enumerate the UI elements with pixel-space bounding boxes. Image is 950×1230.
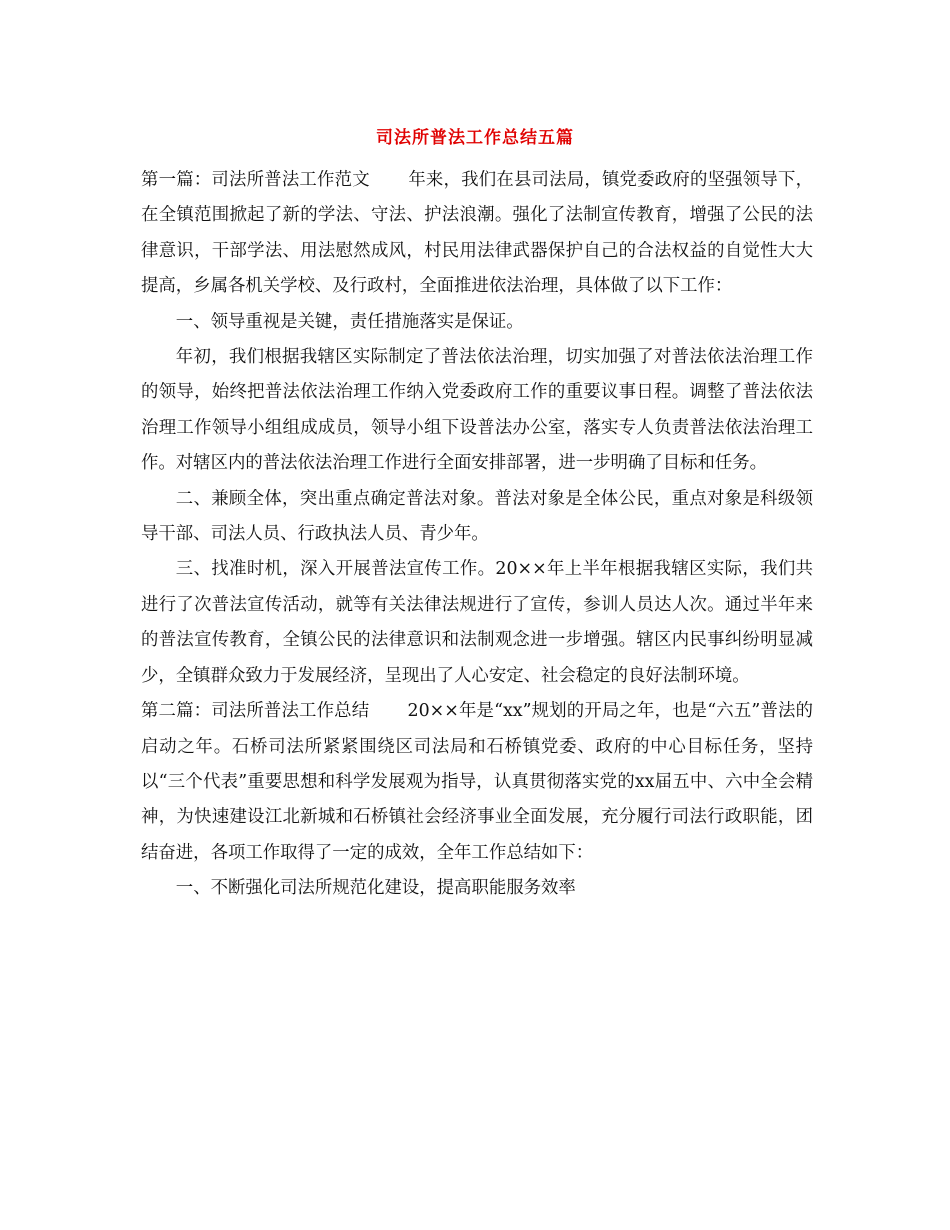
paragraph-4: 二、兼顾全体，突出重点确定普法对象。普法对象是全体公民，重点对象是科级领导干部、司法人员、行政执法人员、青少年。 [141, 488, 813, 545]
paragraph-6-text: 20××年是“xx”规划的开局之年，也是“六五”普法的启动之年。石桥司法所紧紧围绕区司法局和石桥镇党委、政府的中心目标任务，坚持以“三个代表”重要思想和科学发展观为指导，认真贯彻落实党的xx届五中、六中全会精神，为快速建设江北新城和石桥镇社会经济事业全面发展，充分履行司法行政职能，团结奋进，各项工作取得了一定的成效，全年工作总结如下： [141, 701, 813, 863]
paragraph-6 [141, 694, 813, 871]
paragraph-6-heading: 第二篇：司法所普法工作总结 [141, 701, 370, 722]
paragraph-1-heading: 第一篇：司法所普法工作范文 [141, 170, 370, 190]
document-title: 司法所普法工作总结五篇 [376, 128, 574, 148]
paragraph-2: 一、领导重视是关键，责任措施落实是保证。 [175, 311, 524, 332]
paragraph-5: 三、找准时机，深入开展普法宣传工作。20××年上半年根据我辖区实际，我们共进行了次普法宣传活动，就等有关法律法规进行了宣传，参训人员达人次。通过半年来的普法宣传教育，全镇公民的法律意识和法制观念进一步增强。辖区内民事纠纷明显减少，全镇群众致力于发展经济，呈现出了人心安定、社会稳定的良好法制环境。 [141, 559, 813, 686]
paragraph-1 [141, 163, 813, 305]
document-body [141, 163, 813, 907]
paragraph-3: 年初，我们根据我辖区实际制定了普法依法治理，切实加强了对普法依法治理工作的领导，始终把普法依法治理工作纳入党委政府工作的重要议事日程。调整了普法依法治理工作领导小组组成成员，领导小组下设普法办公室，落实专人负责普法依法治理工作。对辖区内的普法依法治理工作进行全面安排部署，进一步明确了目标和任务。 [141, 347, 813, 474]
paragraph-7: 一、不断强化司法所规范化建设，提高职能服务效率 [175, 878, 576, 899]
paragraph-1-text: 年来，我们在县司法局，镇党委政府的坚强领导下，在全镇范围掀起了新的学法、守法、护法浪潮。强化了法制宣传教育，增强了公民的法律意识，干部学法、用法慰然成风，村民用法律武器保护自己的合法权益的自觉性大大提高，乡属各机关学校、及行政村，全面推进依法治理，具体做了以下工作： [141, 170, 813, 297]
